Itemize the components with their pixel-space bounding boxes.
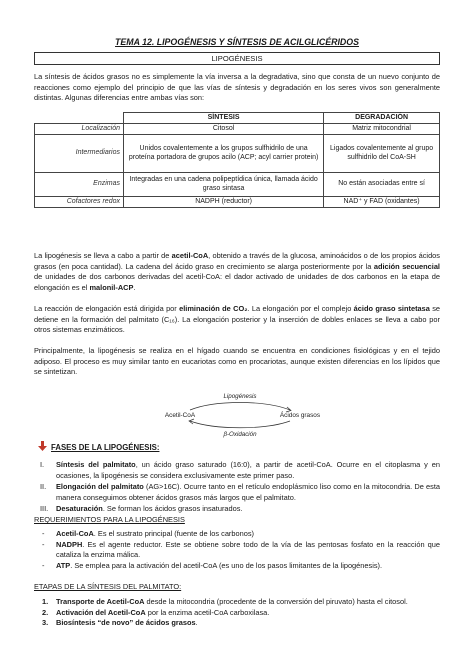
etapas-list — [34, 597, 440, 629]
table-row — [35, 197, 440, 208]
cell-sintesis: Unidos covalentemente a los grupos sulfhidrilo de una proteína portadora de grupos acilo (ACP; acyl carrier protein) — [124, 135, 324, 173]
row-label: Cofactores redox — [35, 197, 124, 208]
row-label: Enzimas — [35, 173, 124, 197]
diagram-bottom-label: β-Oxidación — [223, 431, 257, 438]
lipogenesis-diagram — [150, 388, 330, 438]
header-degradacion: DEGRADACIÓN — [324, 113, 440, 124]
cell-degradacion: Matriz mitocondrial — [324, 124, 440, 135]
list-item: I. Síntesis del palmitato, un ácido graso saturado (16:0), a partir de acetil-CoA. Ocurre en el citoplasma y en ocasiones, la lipogénesis se considera exclusivamente este primer paso. — [40, 460, 441, 480]
cell-sintesis: Citosol — [124, 124, 324, 135]
list-item: III. Desaturación. Se forman los ácidos grasos insaturados. — [40, 504, 243, 514]
requerimientos-heading: REQUERIMIENTOS PARA LA LIPOGÉNESIS — [34, 515, 185, 524]
cell-degradacion: No están asociadas entre sí — [324, 173, 440, 197]
list-item: 3. Biosíntesis “de novo” de ácidos grasos. — [42, 618, 198, 628]
list-item: 2. Activación del Acetil-CoA por la enzima acetil-CoA carboxilasa. — [42, 607, 270, 617]
table-row — [35, 124, 440, 135]
list-item: - NADPH. Es el agente reductor. Este se obtiene sobre todo de la vía de las pentosas fosfato en la reacción que cataliza la enzima málica. — [42, 539, 440, 560]
fases-heading: FASES DE LA LIPOGÉNESIS: — [38, 441, 159, 454]
row-label: Localización — [35, 124, 124, 135]
cell-degradacion: NAD⁺ y FAD (oxidantes) — [324, 197, 440, 208]
diagram-left-label: Acetil-CoA — [164, 412, 196, 419]
requerimientos-list — [34, 529, 440, 571]
cell-sintesis: NADPH (reductor) — [124, 197, 324, 208]
red-down-arrow-icon — [38, 441, 47, 454]
paragraph-localizacion: Principalmente, la lipogénesis se realiza en el hígado cuando se encuentra en condiciones fisiológicas y en el tejido adiposo. El proceso es muy similar tanto en eucariotas como en procariotas, aunque existen diferencias en los lípidos que se sintetizan. — [34, 346, 440, 377]
paragraph-acetil-coa: La lipogénesis se lleva a cabo a partir de acetil-CoA, obtenido a través de la glucosa, aminoácidos o de los propios ácidos grasos (en poca cantidad). La cadena del ácido graso en crecimiento se alarga posteriormente por la adición secuencial de unidades de dos carbonos derivadas del acetil-CoA: el dador activado de unidades de dos carbonos en la etapa de elongación es el malonil-ACP. — [34, 251, 440, 292]
diagram-top-label: Lipogénesis — [223, 393, 257, 400]
arrow-lipogenesis — [190, 403, 290, 411]
cell-degradacion: Ligados covalentemente al grupo sulfhidrilo del CoA-SH — [324, 135, 440, 173]
header-sintesis: SÍNTESIS — [124, 113, 324, 124]
list-item: 1. Transporte de Acetil-CoA desde la mitocondria (procedente de la conversión del piruvato) hasta el citosol. — [42, 597, 408, 606]
table-row — [35, 173, 440, 197]
row-label: Intermediarios — [35, 135, 124, 173]
list-item: - ATP. Se emplea para la activación del acetil-CoA (es uno de los pasos limitantes de la lipogénesis). — [42, 560, 383, 570]
list-item: II. Elongación del palmitato (AG>16C). Ocurre tanto en el retículo endoplásmico liso como en la mitocondria. De esta manera conseguimos obtener ácidos grasos más largos que el palmitato. — [40, 482, 440, 502]
comparison-table — [34, 112, 440, 208]
paragraph-elongacion: La reacción de elongación está dirigida por eliminación de CO₂. La elongación por el complejo ácido graso sintetasa se detiene en la formación del palmitato (C₁₆). La elongación posterior y la inserción de dobles enlaces se lleva a cabo por otros sistemas enzimáticos. — [34, 304, 441, 335]
fases-list — [34, 460, 440, 516]
etapas-heading: ETAPAS DE LA SÍNTESIS DEL PALMITATO: — [34, 582, 182, 591]
cell-sintesis: Integradas en una cadena polipeptídica única, llamada ácido graso sintasa — [124, 173, 324, 197]
page-title: TEMA 12. LIPOGÉNESIS Y SÍNTESIS DE ACILGLICÉRIDOS — [115, 37, 359, 47]
table-header-row — [35, 113, 440, 124]
arrow-beta-oxidacion — [190, 421, 290, 428]
section-heading: LIPOGÉNESIS — [34, 52, 440, 65]
diagram-right-label: Ácidos grasos — [279, 412, 321, 419]
list-item: - Acetil-CoA. Es el sustrato principal (fuente de los carbonos) — [42, 529, 254, 538]
table-row — [35, 135, 440, 173]
intro-paragraph: La síntesis de ácidos grasos no es simplemente la vía inversa a la degradativa, sino que consta de un nuevo conjunto de reacciones como ejemplo del principio de que las vías de síntesis y degradación en los seres vivos son generalmente distintas. Algunas diferencias entre ambas vías son: — [34, 72, 440, 103]
